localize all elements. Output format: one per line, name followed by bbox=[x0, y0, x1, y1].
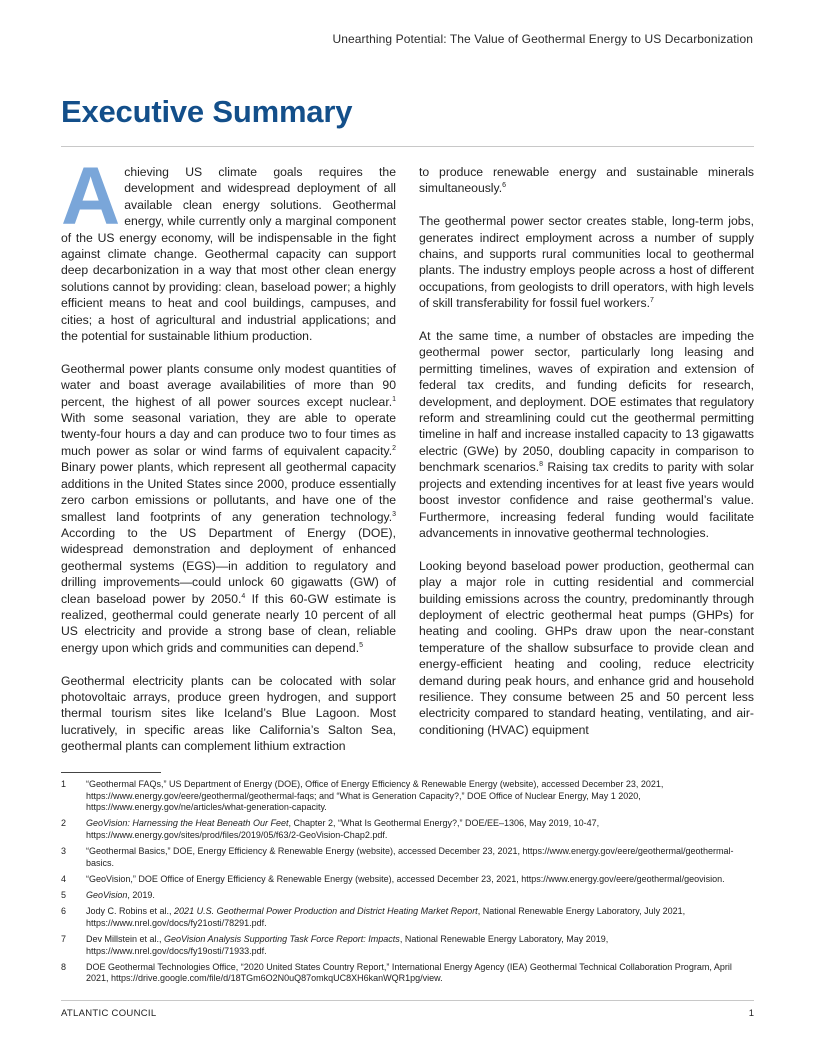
footnote-text: DOE Geothermal Technologies Office, “2020 United States Country Report,” International Energy Agency (IEA) Geothermal Technical Collaboration Program, April 2021, https://drive.google.com/file/d/18TGm6O2N0uQ87omkqUC8XH6kanWQR1pg/view. bbox=[86, 961, 732, 984]
drop-cap: A bbox=[61, 151, 121, 242]
footnote-text: “Geothermal FAQs,” US Department of Energy (DOE), Office of Energy Efficiency & Renewable Energy (website), accessed December 23, 2021, https://www.energy.gov/eere/geothermal/geothermal-faqs; and “What is Generation Capacity?,” DOE Office of Nuclear Energy, May 1 2020, https://www.energy.gov/ne/articles/what-generation-capacity. bbox=[86, 779, 664, 813]
paragraph-text: If this 60-GW estimate is realized, geothermal could generate nearly 10 percent of all US electricity and provide a strong base of clean, reliable energy upon which grids and communities can depend. bbox=[61, 591, 396, 655]
footnote-number: 6 bbox=[61, 906, 67, 917]
left-column bbox=[61, 151, 396, 771]
paragraph-text: According to the US Department of Energy (DOE), widespread demonstration and deployment of enhanced geothermal systems (EGS)—in addition to regulatory and drilling improvements—could unlock 60 gigawatts (GW) of clean baseload power by 2050. bbox=[61, 525, 396, 606]
paragraph-intro bbox=[61, 151, 396, 344]
footnote-number: 1 bbox=[61, 779, 67, 789]
paragraph-lithium bbox=[419, 164, 754, 197]
running-header: Unearthing Potential: The Value of Geothermal Energy to US Decarbonization bbox=[332, 32, 753, 46]
footnotes-divider bbox=[61, 772, 161, 773]
paragraph-text: Binary power plants, which represent all geothermal capacity additions in the United States since 2000, produce essentially zero carbon emissions or pollutants, and have one of the smallest land footprints of any generation technology. bbox=[61, 460, 396, 524]
footnote-text: “Geothermal Basics,” DOE, Energy Efficiency & Renewable Energy (website), accessed December 23, 2021, https://www.energy.gov/eere/geothermal/geothermal-basics. bbox=[86, 846, 734, 868]
footnote-number: 5 bbox=[61, 890, 67, 901]
footnote-text: GeoVision, 2019. bbox=[86, 890, 155, 901]
paragraph-obstacles bbox=[419, 328, 754, 541]
paragraph-heat-pumps: Looking beyond baseload power production, geothermal can play a major role in cutting residential and commercial building emissions across the country, predominantly through deployment of electric geothermal heat pumps (GHPs) for heating and cooling. GHPs draw upon the near-constant temperature of the shallow subsurface to provide clean and energy-efficient heating and cooling, reduce electricity demand during peak hours, and enhance grid and household resilience. They consume between 25 and 50 percent less electricity compared to standard heating, ventilating, and air-conditioning (HVAC) equipment bbox=[419, 558, 754, 737]
footnote-text: “GeoVision,” DOE Office of Energy Efficiency & Renewable Energy (website), accessed December 23, 2021, https://www.energy.gov/eere/geothermal/geovision. bbox=[86, 873, 725, 884]
footer-publisher: ATLANTIC COUNCIL bbox=[61, 1008, 157, 1019]
page-title: Executive Summary bbox=[61, 94, 353, 129]
footnote-ref[interactable]: 8 bbox=[539, 461, 544, 469]
footnote-ref[interactable]: 5 bbox=[359, 641, 364, 649]
footnote-number: 3 bbox=[61, 846, 67, 857]
footer-divider bbox=[61, 1000, 754, 1001]
paragraph-text: Geothermal power plants consume only modest quantities of water and boast average availabilities of more than 90 percent, the highest of all power sources except nuclear. bbox=[61, 361, 396, 409]
footnote bbox=[61, 934, 754, 957]
footnote-number: 2 bbox=[61, 818, 67, 829]
footnotes bbox=[61, 779, 754, 990]
paragraph-text: The geothermal power sector creates stable, long-term jobs, generates indirect employment across a number of supply chains, and supports rural communities local to geothermal plants. The industry employs people across a host of different occupations, from geologists to drill operators, with high levels of skill transferability for fossil fuel workers. bbox=[419, 214, 754, 311]
footnote bbox=[61, 846, 754, 869]
footnote bbox=[61, 779, 754, 814]
paragraph-text: Raising tax credits to parity with solar projects and extending incentives for at least five years would boost investor confidence and raise geothermal’s value. Furthermore, increasing federal funding would facilitate advancements in innovative geothermal technologies. bbox=[419, 460, 754, 540]
footnote-ref[interactable]: 2 bbox=[392, 444, 396, 452]
footnote bbox=[61, 818, 754, 841]
footnote bbox=[61, 962, 754, 985]
footnote-ref[interactable]: 6 bbox=[502, 182, 506, 190]
paragraph-power-plants bbox=[61, 361, 396, 656]
footnote bbox=[61, 874, 754, 886]
footnote-number: 7 bbox=[61, 934, 67, 945]
title-divider bbox=[61, 146, 754, 147]
paragraph-jobs bbox=[419, 213, 754, 311]
paragraph-text: to produce renewable energy and sustainable minerals simultaneously. bbox=[419, 165, 754, 196]
footnote-text: Dev Millstein et al., GeoVision Analysis Supporting Task Force Report: Impacts, National Renewable Energy Laboratory, May 2019, https://www.nrel.gov/docs/fy19osti/71933.pdf. bbox=[86, 934, 609, 956]
page-number: 1 bbox=[748, 1008, 754, 1019]
right-column bbox=[419, 164, 754, 755]
paragraph-text: At the same time, a number of obstacles are impeding the geothermal power sector, particularly long leasing and permitting timelines, waves of expiration and extension of federal tax credits, and funding deficits for research, development, and deployment. DOE estimates that regulatory reform and streamlining could cut the geothermal permitting timeline in half and increase installed capacity to 13 gigawatts electric (GWe) by 2050, doubling capacity in comparison to benchmark scenarios. bbox=[419, 329, 754, 475]
footnote-number: 4 bbox=[61, 873, 67, 884]
footnote-text: GeoVision: Harnessing the Heat Beneath Our Feet, Chapter 2, “What Is Geothermal Energy?,” DOE/EE–1306, May 2019, 10-47, https://www.energy.gov/sites/prod/files/2019/05/f63/2-GeoVision-Chap2.pdf. bbox=[86, 818, 600, 840]
footnote-ref[interactable]: 3 bbox=[392, 510, 396, 518]
footnote bbox=[61, 890, 754, 902]
footnote-ref[interactable]: 7 bbox=[649, 297, 654, 305]
paragraph-colocation: Geothermal electricity plants can be colocated with solar photovoltaic arrays, produce green hydrogen, and support thermal tourism sites like Iceland’s Blue Lagoon. Most lucratively, in specific areas like California’s Salton Sea, geothermal plants can complement lithium extraction bbox=[61, 673, 396, 754]
footnote-ref[interactable]: 1 bbox=[392, 395, 396, 403]
footnote-ref[interactable]: 4 bbox=[241, 592, 246, 600]
footnote-number: 8 bbox=[61, 961, 67, 972]
paragraph-text: chieving US climate goals requires the development and widespread deployment of all available clean energy solutions. Geothermal energy, while currently only a marginal component of the US energy economy, will be indispensable in the fight against climate change. Geothermal capacity can support deep decarbonization in a way that most other clean energy solutions cannot by providing: clean, baseload power; a highly efficient means to heat and cool buildings, campuses, and cities; a host of agricultural and industrial applications; and the potential for sustainable lithium production. bbox=[61, 165, 396, 344]
paragraph-text: With some seasonal variation, they are able to operate twenty-four hours a day and can produce two to four times as much power as solar or wind farms of equivalent capacity. bbox=[61, 411, 396, 458]
footnote-text: Jody C. Robins et al., 2021 U.S. Geothermal Power Production and District Heating Market Report, National Renewable Energy Laboratory, July 2021, https://www.nrel.gov/docs/fy21osti/78291.pdf. bbox=[86, 906, 686, 928]
footnote bbox=[61, 906, 754, 929]
